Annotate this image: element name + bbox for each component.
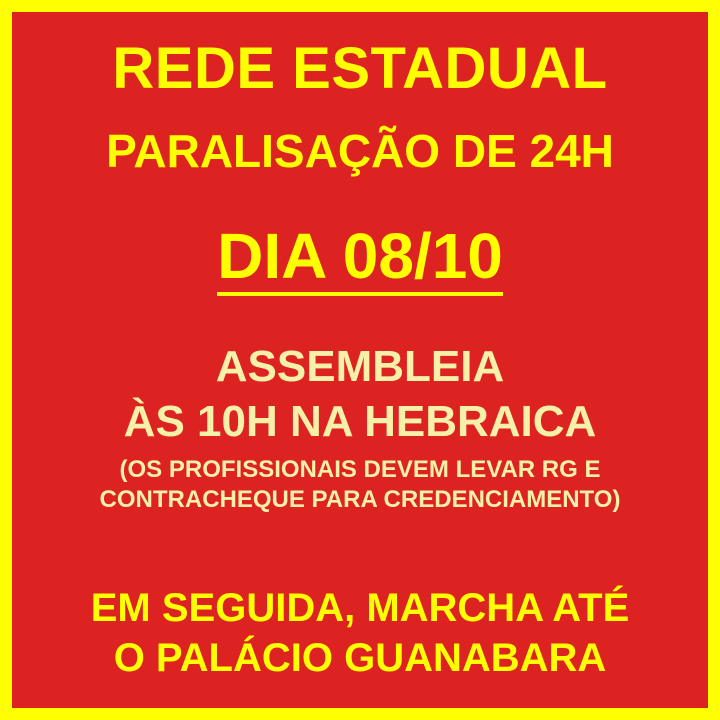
assembly-title: ASSEMBLEIA	[215, 342, 505, 391]
headline-date	[0, 220, 720, 296]
headline-date-text: DIA 08/10	[217, 224, 503, 296]
headline-network: REDE ESTADUAL	[112, 36, 608, 101]
headline-strike: PARALISAÇÃO DE 24H	[106, 125, 614, 177]
assembly-time-place: ÀS 10H NA HEBRAICA	[123, 397, 597, 446]
march-line-1: EM SEGUIDA, MARCHA ATÉ	[90, 586, 630, 630]
assembly-note-line-2: CONTRACHEQUE PARA CREDENCIAMENTO)	[99, 486, 621, 513]
march-line-2: O PALÁCIO GUANABARA	[113, 636, 607, 680]
assembly-note-line-1: (OS PROFISSIONAIS DEVEM LEVAR RG E	[119, 456, 601, 483]
